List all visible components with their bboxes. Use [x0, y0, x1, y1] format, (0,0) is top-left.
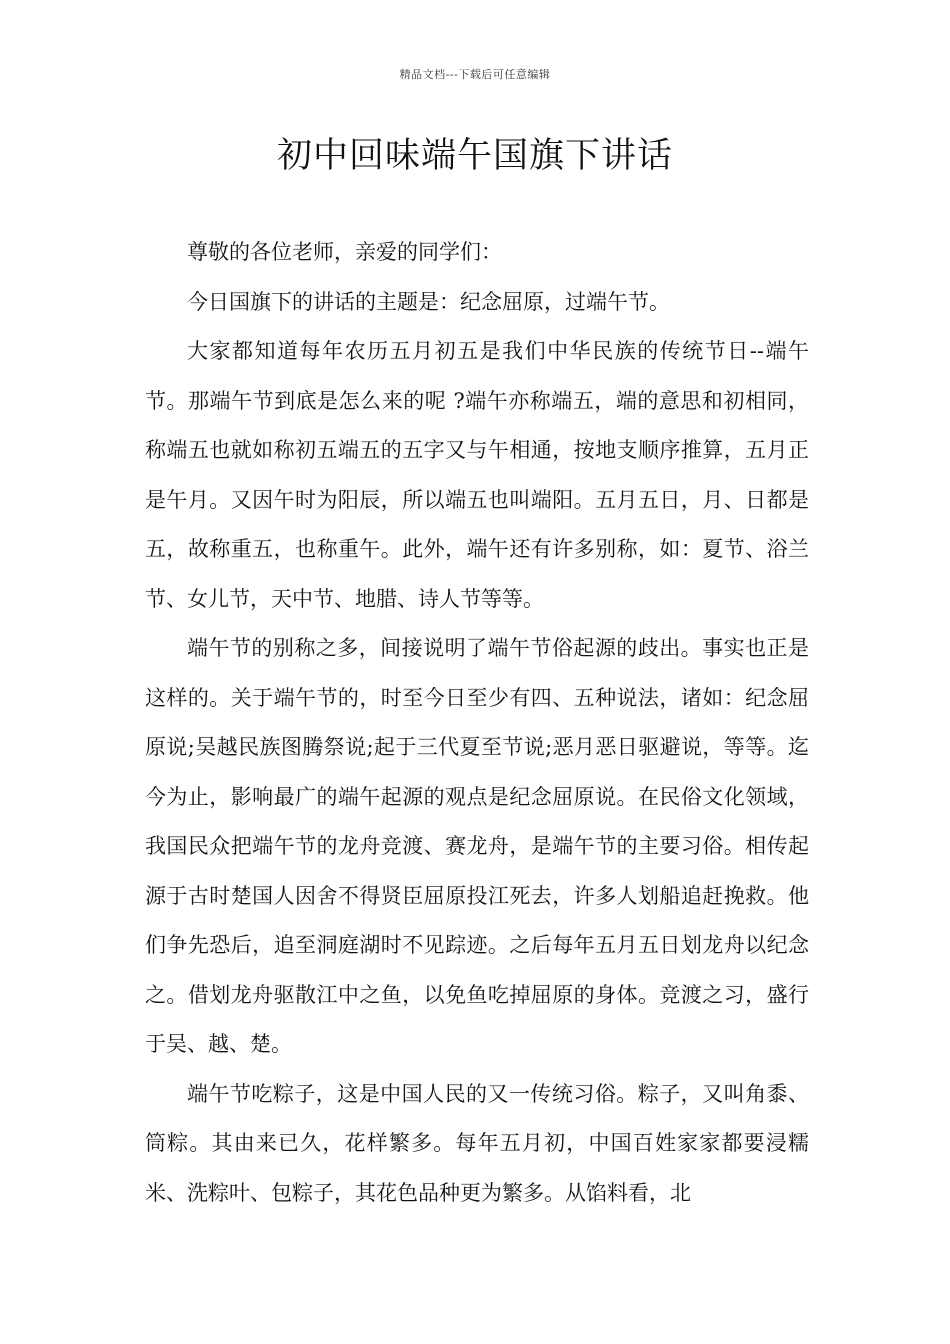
paragraph-greeting: 尊敬的各位老师，亲爱的同学们： — [187, 240, 502, 264]
header-note: 精品文档---下载后可任意编辑 — [399, 68, 551, 81]
paragraph-origin: 大家都知道每年农历五月初五是我们中华民族的传统节日--端午节。那端午节到底是怎么来的呢 ?端午亦称端五，端的意思和初相同，称端五也就如称初五端五的五字又与午相通，按地支顺序推算，五月正是午月。又因午时为阳辰，所以端五也叫端阳。五月五日，月、日都是五，故称重五，也称重午。此外，端午还有许多别称，如：夏节、浴兰节、女儿节，天中节、地腊、诗人节等等。 — [145, 339, 809, 611]
paragraph-theme: 今日国旗下的讲话的主题是：纪念屈原，过端午节。 — [187, 289, 670, 314]
paragraph-zongzi: 端午节吃粽子，这是中国人民的又一传统习俗。粽子，又叫角黍、筒粽。其由来已久，花样繁多。每年五月初，中国百姓家家都要浸糯米、洗粽叶、包粽子，其花色品种更为繁多。从馅料看，北 — [145, 1081, 809, 1205]
document-title: 初中回味端午国旗下讲话 — [276, 136, 673, 176]
paragraph-legends: 端午节的别称之多，间接说明了端午节俗起源的歧出。事实也正是这样的。关于端午节的，时至今日至少有四、五种说法，诸如：纪念屈原说;吴越民族图腾祭说;起于三代夏至节说;恶月恶日驱避说，等等。迄今为止，影响最广的端午起源的观点是纪念屈原说。在民俗文化领域，我国民众把端午节的龙舟竞渡、赛龙舟，是端午节的主要习俗。相传起源于古时楚国人因舍不得贤臣屈原投江死去，许多人划船追赶挽救。他们争先恐后，追至洞庭湖时不见踪迹。之后每年五月五日划龙舟以纪念之。借划龙舟驱散江中之鱼，以免鱼吃掉屈原的身体。竞渡之习，盛行于吴、越、楚。 — [145, 636, 809, 1056]
document-body — [145, 228, 809, 1218]
